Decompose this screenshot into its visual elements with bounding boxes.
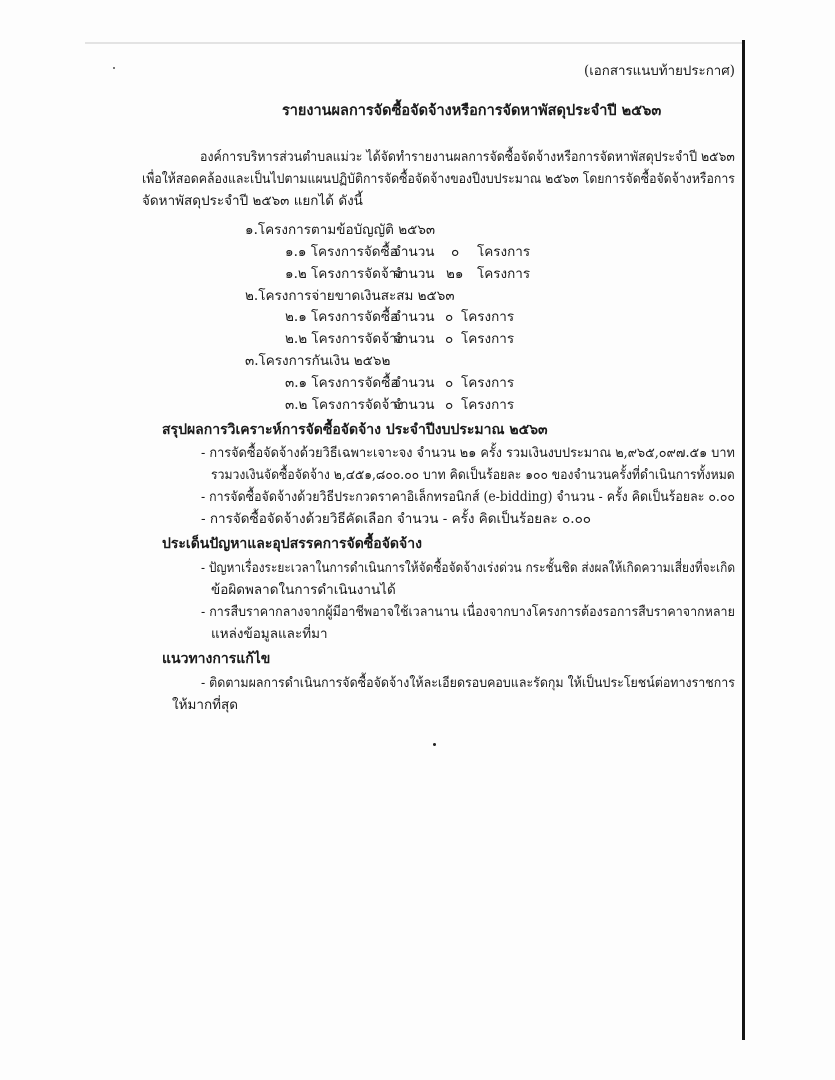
scan-right-edge <box>742 40 745 1040</box>
project-2-2-label: ๒.๒ โครงการจัดจ้าง <box>285 331 404 347</box>
page-title: รายงานผลการจัดซื้อจัดจ้างหรือการจัดหาพัสดุประจำปี ๒๕๖๓ <box>282 102 662 119</box>
project-3-2-count: ๐ <box>445 397 454 413</box>
header-note: (เอกสารแนบท้ายประกาศ) <box>584 63 735 79</box>
project-3-1-count: ๐ <box>445 375 454 391</box>
project-3-2-amount-label: จำนวน <box>393 397 435 413</box>
project-2-2-unit: โครงการ <box>461 331 515 347</box>
project-2-1-unit: โครงการ <box>461 309 515 325</box>
analysis-heading: สรุปผลการวิเคราะห์การจัดซื้อจัดจ้าง ประจำปีงบประมาณ ๒๕๖๓ <box>162 422 548 438</box>
analysis-item-3: - การจัดซื้อจัดจ้างด้วยวิธีคัดเลือก จำนวน - ครั้ง คิดเป็นร้อยละ ๐.๐๐ <box>201 511 592 527</box>
project-3-2-label: ๓.๒ โครงการจัดจ้าง <box>285 397 404 413</box>
intro-line-3: จัดหาพัสดุประจำปี ๒๕๖๓ แยกได้ ดังนี้ <box>142 193 363 209</box>
project-3-1-unit: โครงการ <box>461 375 515 391</box>
project-1-2-amount-label: จำนวน <box>393 266 435 282</box>
project-1-2-unit: โครงการ <box>477 266 531 282</box>
project-2-2-amount-label: จำนวน <box>393 331 435 347</box>
project-1-1-amount-label: จำนวน <box>393 244 435 260</box>
project-group-1-heading: ๑.โครงการตามข้อบัญญัติ ๒๕๖๓ <box>245 222 436 238</box>
project-2-1-count: ๐ <box>445 309 454 325</box>
project-1-1-label: ๑.๑ โครงการจัดซื้อ <box>285 244 398 260</box>
margin-mark <box>113 67 115 69</box>
solutions-item-1: - ติดตามผลการดำเนินการจัดซื้อจัดจ้างให้ละเอียดรอบคอบและรัดกุม ให้เป็นประโยชน์ต่อทางราชการ <box>201 675 735 691</box>
project-1-2-label: ๑.๒ โครงการจัดจ้าง <box>285 266 403 282</box>
issues-item-2: - การสืบราคากลางจากผู้มีอาชีพอาจใช้เวลานาน เนื่องจากบางโครงการต้องรอการสืบราคาจากหลาย <box>201 604 735 620</box>
project-3-1-amount-label: จำนวน <box>393 375 435 391</box>
project-group-2-heading: ๒.โครงการจ่ายขาดเงินสะสม ๒๕๖๓ <box>245 288 455 304</box>
project-3-1-label: ๓.๑ โครงการจัดซื้อ <box>285 375 399 391</box>
project-1-1-count: ๐ <box>451 244 460 260</box>
issues-item-2-continued: แหล่งข้อมูลและที่มา <box>211 626 328 642</box>
project-2-1-label: ๒.๑ โครงการจัดซื้อ <box>285 309 399 325</box>
project-1-2-count: ๒๑ <box>446 266 464 282</box>
project-2-2-count: ๐ <box>445 331 454 347</box>
intro-line-1: องค์การบริหารส่วนตำบลแม่วะ ได้จัดทำรายงานผลการจัดซื้อจัดจ้างหรือการจัดหาพัสดุประจำปี ๒๕๖๓ <box>200 149 735 165</box>
project-2-1-amount-label: จำนวน <box>393 309 435 325</box>
issues-item-1-continued: ข้อผิดพลาดในการดำเนินงานได้ <box>211 582 396 598</box>
analysis-item-1: - การจัดซื้อจัดจ้างด้วยวิธีเฉพาะเจาะจง จำนวน ๒๑ ครั้ง รวมเงินงบประมาณ ๒,๙๖๕,๐๙๗.๕๑ บาท <box>201 445 735 461</box>
project-group-3-heading: ๓.โครงการกันเงิน ๒๕๖๒ <box>245 353 391 369</box>
analysis-item-2: - การจัดซื้อจัดจ้างด้วยวิธีประกวดราคาอิเล็กทรอนิกส์ (e-bidding) จำนวน - ครั้ง คิดเป็นร้อยละ ๐.๐๐ <box>201 489 736 505</box>
scan-top-edge <box>85 42 745 44</box>
issues-heading: ประเด็นปัญหาและอุปสรรคการจัดซื้อจัดจ้าง <box>162 536 422 552</box>
project-1-1-unit: โครงการ <box>477 244 531 260</box>
analysis-item-1-continued: รวมวงเงินจัดซื้อจัดจ้าง ๒,๔๕๑,๘๐๐.๐๐ บาท คิดเป็นร้อยละ ๑๐๐ ของจำนวนครั้งที่ดำเนินการทั้งหมด <box>211 467 735 483</box>
scan-dot-mark <box>433 743 436 746</box>
intro-line-2: เพื่อให้สอดคล้องและเป็นไปตามแผนปฏิบัติการจัดซื้อจัดจ้างของปีงบประมาณ ๒๕๖๓ โดยการจัดซื้อจัดจ้างหรือการ <box>142 171 735 187</box>
project-3-2-unit: โครงการ <box>461 397 515 413</box>
issues-item-1: - ปัญหาเรื่องระยะเวลาในการดำเนินการให้จัดซื้อจัดจ้างเร่งด่วน กระชั้นชิด ส่งผลให้เกิดความเสี่ยงที่จะเกิด <box>201 560 736 576</box>
solutions-item-1-continued: ให้มากที่สุด <box>172 697 239 713</box>
solutions-heading: แนวทางการแก้ไข <box>162 651 271 667</box>
